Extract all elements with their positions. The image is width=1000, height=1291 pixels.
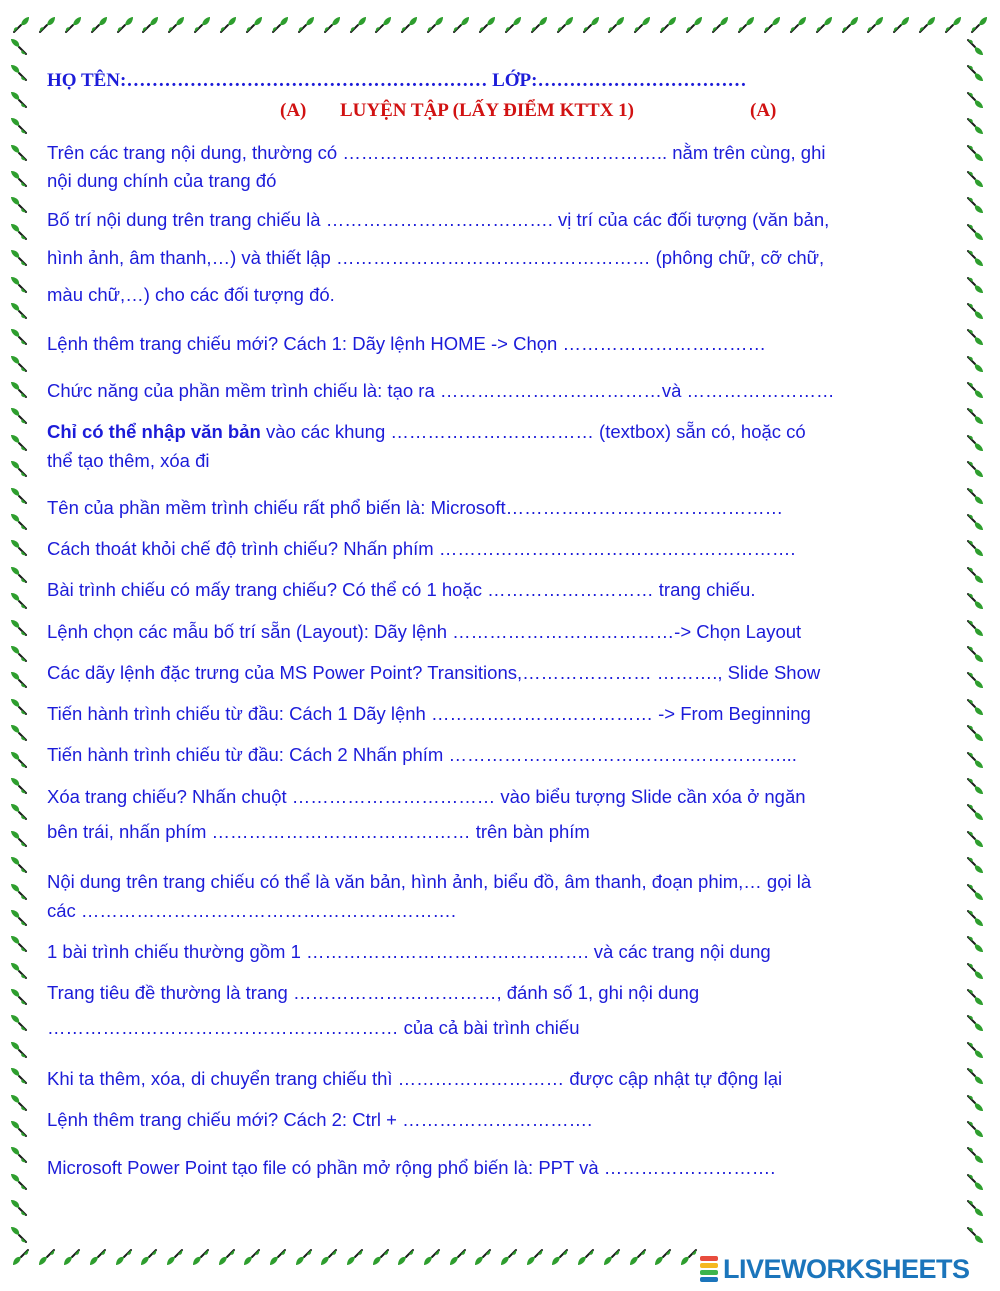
leaf-border-icon <box>964 590 990 612</box>
leaf-border-icon <box>964 1092 990 1114</box>
leaf-border-icon <box>964 775 990 797</box>
leaf-border-icon <box>964 933 990 955</box>
leaf-border-icon <box>964 617 990 639</box>
leaf-border-icon <box>114 14 136 40</box>
leaf-border-icon <box>964 907 990 929</box>
leaf-border-icon <box>657 14 679 40</box>
leaf-border-icon <box>605 14 627 40</box>
page-title: LUYỆN TẬP (LẤY ĐIỂM KTTX 1) <box>340 100 634 121</box>
leaf-border-icon <box>113 1246 135 1272</box>
leaf-border-icon <box>8 643 34 665</box>
leaf-border-icon <box>216 1246 238 1272</box>
question-line: Trang tiêu đề thường là trang ……………………………, đánh số 1, ghi nội dung <box>47 982 700 1003</box>
question-line: Bố trí nội dung trên trang chiếu là ………………………………. vị trí của các đối tượng (văn bản, <box>47 209 830 230</box>
leaf-border-icon <box>8 326 34 348</box>
right-border <box>964 36 990 1246</box>
leaf-border-icon <box>8 62 34 84</box>
leaf-border-icon <box>8 115 34 137</box>
leaf-border-icon <box>321 14 343 40</box>
leaf-border-icon <box>88 14 110 40</box>
question-line: các ……………………………………………………. <box>47 900 457 921</box>
leaf-border-icon <box>8 749 34 771</box>
leaf-border-icon <box>8 828 34 850</box>
leaf-border-icon <box>447 1246 469 1272</box>
leaf-border-icon <box>138 1246 160 1272</box>
liveworksheets-logo[interactable] <box>700 1254 970 1284</box>
leaf-border-icon <box>964 564 990 586</box>
leaf-border-icon <box>964 115 990 137</box>
leaf-border-icon <box>8 353 34 375</box>
question-line: Trên các trang nội dung, thường có …………………………………………….. nằm trên cùng, ghi <box>47 142 826 163</box>
leaf-border-icon <box>8 300 34 322</box>
question-line: nội dung chính của trang đó <box>47 170 277 191</box>
top-border <box>10 14 990 40</box>
leaf-border-icon <box>8 1171 34 1193</box>
question-line: bên trái, nhấn phím …………………………………… trên bàn phím <box>47 821 590 842</box>
leaf-border-icon <box>372 14 394 40</box>
leaf-border-icon <box>450 14 472 40</box>
bold-prefix: Chỉ có thể nhập văn bản <box>47 421 261 442</box>
question-line: thể tạo thêm, xóa đi <box>47 450 210 471</box>
leaf-border-icon <box>964 986 990 1008</box>
leaf-border-icon <box>62 14 84 40</box>
leaf-border-icon <box>8 617 34 639</box>
question-line: Microsoft Power Point tạo file có phần mở rộng phổ biến là: PPT và ………………………. <box>47 1157 776 1178</box>
leaf-border-icon <box>964 1171 990 1193</box>
leaf-border-icon <box>580 14 602 40</box>
title-left-tag: (A) <box>280 100 307 121</box>
leaf-border-icon <box>8 247 34 269</box>
question-line: Chức năng của phần mềm trình chiếu là: tạo ra ………………………………và …………………… <box>47 380 835 401</box>
question-line: Lệnh thêm trang chiếu mới? Cách 2: Ctrl + …………………………. <box>47 1109 593 1130</box>
leaf-border-icon <box>10 1246 32 1272</box>
leaf-border-icon <box>344 1246 366 1272</box>
leaf-border-icon <box>964 801 990 823</box>
leaf-border-icon <box>964 326 990 348</box>
leaf-border-icon <box>964 1144 990 1166</box>
leaf-border-icon <box>243 14 265 40</box>
leaf-border-icon <box>8 696 34 718</box>
leaf-border-icon <box>964 194 990 216</box>
leaf-border-icon <box>472 1246 494 1272</box>
leaf-border-icon <box>8 432 34 454</box>
question-line: Bài trình chiếu có mấy trang chiếu? Có thể có 1 hoặc ……………………… trang chiếu. <box>47 579 756 600</box>
leaf-border-icon <box>964 669 990 691</box>
leaf-border-icon <box>347 14 369 40</box>
leaf-border-icon <box>8 1065 34 1087</box>
leaf-border-icon <box>575 1246 597 1272</box>
leaf-border-icon <box>964 379 990 401</box>
leaf-border-icon <box>964 828 990 850</box>
leaf-border-icon <box>839 14 861 40</box>
leaf-border-icon <box>964 274 990 296</box>
question-line: Xóa trang chiếu? Nhấn chuột …………………………… vào biểu tượng Slide cần xóa ở ngăn <box>47 786 806 807</box>
leaf-border-icon <box>8 881 34 903</box>
leaf-border-icon <box>709 14 731 40</box>
student-name-class-line: HỌ TÊN:………………………………………………… LỚP:…………………………… <box>47 70 747 91</box>
leaf-border-icon <box>164 1246 186 1272</box>
leaf-border-icon <box>139 14 161 40</box>
question-line: ………………………………………………… của cả bài trình chiếu <box>47 1017 580 1038</box>
watermark-text: LIVEWORKSHEETS <box>723 1253 970 1284</box>
leaf-border-icon <box>370 1246 392 1272</box>
left-border <box>8 36 34 1246</box>
leaf-border-icon <box>269 14 291 40</box>
leaf-border-icon <box>8 907 34 929</box>
leaf-border-icon <box>502 14 524 40</box>
question-line: 1 bài trình chiếu thường gồm 1 ………………………………………. và các trang nội dung <box>47 941 771 962</box>
leaf-border-icon <box>8 933 34 955</box>
leaf-border-icon <box>8 405 34 427</box>
leaf-border-icon <box>8 801 34 823</box>
leaf-border-icon <box>964 62 990 84</box>
leaf-border-icon <box>601 1246 623 1272</box>
leaf-border-icon <box>8 458 34 480</box>
question-line: Lệnh thêm trang chiếu mới? Cách 1: Dãy lệnh HOME -> Chọn …………………………… <box>47 333 766 354</box>
leaf-border-icon <box>8 168 34 190</box>
leaf-border-icon <box>964 89 990 111</box>
leaf-border-icon <box>678 1246 700 1272</box>
leaf-border-icon <box>890 14 912 40</box>
leaf-border-icon <box>8 537 34 559</box>
question-line: Nội dung trên trang chiếu có thể là văn bản, hình ảnh, biểu đồ, âm thanh, đoạn phim,… gọi là <box>47 871 812 892</box>
leaf-border-icon <box>916 14 938 40</box>
leaf-border-icon <box>8 1012 34 1034</box>
leaf-border-icon <box>498 1246 520 1272</box>
leaf-border-icon <box>8 722 34 744</box>
leaf-border-icon <box>8 854 34 876</box>
leaf-border-icon <box>964 696 990 718</box>
leaf-border-icon <box>8 1224 34 1246</box>
leaf-border-icon <box>528 14 550 40</box>
leaf-border-icon <box>964 1118 990 1140</box>
liveworksheets-logo-icon <box>700 1256 720 1282</box>
leaf-border-icon <box>8 36 34 58</box>
leaf-border-icon <box>8 511 34 533</box>
leaf-border-icon <box>8 1118 34 1140</box>
leaf-border-icon <box>8 194 34 216</box>
leaf-border-icon <box>761 14 783 40</box>
leaf-border-icon <box>631 14 653 40</box>
question-line: Các dãy lệnh đặc trưng của MS Power Point? Transitions,………………… ………., Slide Show <box>47 662 821 683</box>
title-right-tag: (A) <box>750 100 777 121</box>
leaf-border-icon <box>8 485 34 507</box>
leaf-border-icon <box>8 1092 34 1114</box>
leaf-border-icon <box>964 221 990 243</box>
leaf-border-icon <box>191 14 213 40</box>
leaf-border-icon <box>964 537 990 559</box>
leaf-border-icon <box>36 1246 58 1272</box>
leaf-border-icon <box>964 300 990 322</box>
leaf-border-icon <box>964 168 990 190</box>
leaf-border-icon <box>8 379 34 401</box>
leaf-border-icon <box>813 14 835 40</box>
leaf-border-icon <box>683 14 705 40</box>
leaf-border-icon <box>964 1065 990 1087</box>
leaf-border-icon <box>8 89 34 111</box>
leaf-border-icon <box>549 1246 571 1272</box>
leaf-border-icon <box>964 854 990 876</box>
leaf-border-icon <box>61 1246 83 1272</box>
leaf-border-icon <box>964 1039 990 1061</box>
bottom-border <box>10 1246 700 1272</box>
leaf-border-icon <box>217 14 239 40</box>
question-line: Lệnh chọn các mẫu bố trí sẵn (Layout): Dãy lệnh ………………………………-> Chọn Layout <box>47 621 802 642</box>
leaf-border-icon <box>318 1246 340 1272</box>
leaf-border-icon <box>241 1246 263 1272</box>
leaf-border-icon <box>8 1197 34 1219</box>
leaf-border-icon <box>190 1246 212 1272</box>
leaf-border-icon <box>735 14 757 40</box>
leaf-border-icon <box>8 274 34 296</box>
leaf-border-icon <box>165 14 187 40</box>
question-line: Tên của phần mềm trình chiếu rất phổ biến là: Microsoft……………………………………… <box>47 497 784 518</box>
leaf-border-icon <box>964 247 990 269</box>
leaf-border-icon <box>964 353 990 375</box>
leaf-border-icon <box>964 1224 990 1246</box>
leaf-border-icon <box>424 14 446 40</box>
leaf-border-icon <box>964 432 990 454</box>
question-line: Khi ta thêm, xóa, di chuyển trang chiếu thì ……………………… được cập nhật tự động lại <box>47 1068 783 1089</box>
question-line-with-bold <box>47 421 806 443</box>
leaf-border-icon <box>8 986 34 1008</box>
leaf-border-icon <box>267 1246 289 1272</box>
leaf-border-icon <box>87 1246 109 1272</box>
leaf-border-icon <box>964 405 990 427</box>
leaf-border-icon <box>964 643 990 665</box>
leaf-border-icon <box>964 485 990 507</box>
leaf-border-icon <box>942 14 964 40</box>
leaf-border-icon <box>964 142 990 164</box>
leaf-border-icon <box>964 960 990 982</box>
leaf-border-icon <box>8 960 34 982</box>
leaf-border-icon <box>421 1246 443 1272</box>
leaf-border-icon <box>964 1012 990 1034</box>
leaf-border-icon <box>652 1246 674 1272</box>
leaf-border-icon <box>964 458 990 480</box>
leaf-border-icon <box>398 14 420 40</box>
leaf-border-icon <box>8 669 34 691</box>
leaf-border-icon <box>524 1246 546 1272</box>
leaf-border-icon <box>964 36 990 58</box>
leaf-border-icon <box>964 1197 990 1219</box>
leaf-border-icon <box>36 14 58 40</box>
leaf-border-icon <box>554 14 576 40</box>
question-line: hình ảnh, âm thanh,…) và thiết lập …………………………………………… (phông chữ, cỡ chữ, <box>47 247 825 268</box>
leaf-border-icon <box>8 142 34 164</box>
leaf-border-icon <box>964 881 990 903</box>
leaf-border-icon <box>8 221 34 243</box>
question-line: Cách thoát khỏi chế độ trình chiếu? Nhấn phím …………………………………………………. <box>47 538 796 559</box>
leaf-border-icon <box>293 1246 315 1272</box>
leaf-border-icon <box>864 14 886 40</box>
leaf-border-icon <box>964 722 990 744</box>
leaf-border-icon <box>8 590 34 612</box>
leaf-border-icon <box>395 1246 417 1272</box>
leaf-border-icon <box>8 564 34 586</box>
leaf-border-icon <box>8 775 34 797</box>
question-line: Tiến hành trình chiếu từ đầu: Cách 1 Dãy lệnh ……………………………… -> From Beginning <box>47 703 811 724</box>
leaf-border-icon <box>476 14 498 40</box>
question-line: màu chữ,…) cho các đối tượng đó. <box>47 284 335 305</box>
question-line-rest: vào các khung …………………………… (textbox) sẵn có, hoặc có <box>265 421 806 442</box>
leaf-border-icon <box>627 1246 649 1272</box>
question-line: Tiến hành trình chiếu từ đầu: Cách 2 Nhấn phím ………………………………………………... <box>47 744 797 765</box>
leaf-border-icon <box>964 511 990 533</box>
leaf-border-icon <box>295 14 317 40</box>
leaf-border-icon <box>8 1039 34 1061</box>
leaf-border-icon <box>964 749 990 771</box>
leaf-border-icon <box>8 1144 34 1166</box>
leaf-border-icon <box>787 14 809 40</box>
